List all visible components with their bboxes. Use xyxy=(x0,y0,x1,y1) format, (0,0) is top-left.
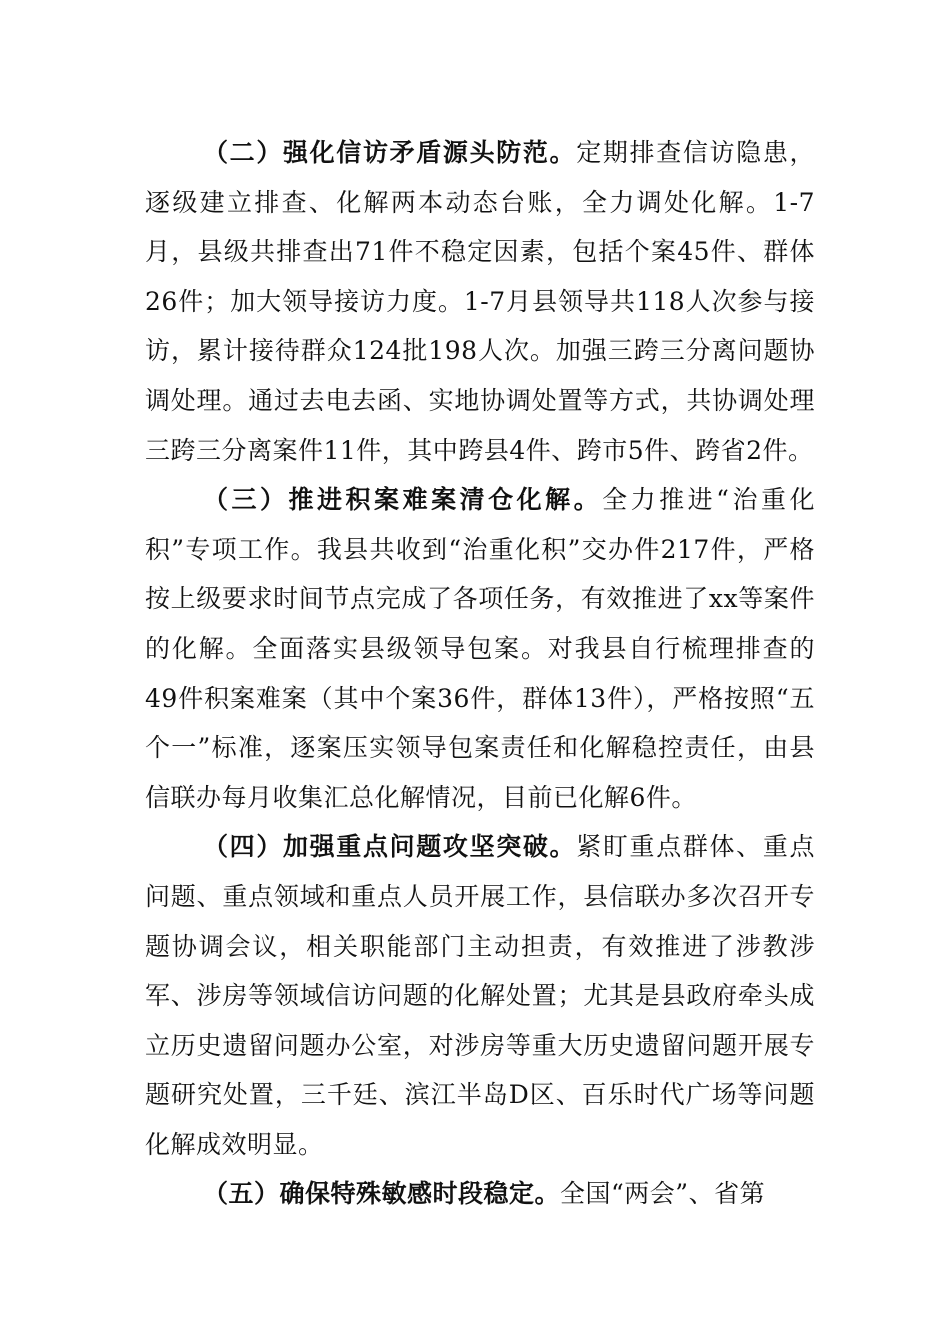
document-page xyxy=(145,128,815,1219)
paragraph-3 xyxy=(145,475,815,822)
paragraph-text: 全国“两会”、省第 xyxy=(560,1179,766,1209)
section-heading: （四）加强重点问题攻坚突破。 xyxy=(203,832,577,862)
section-heading: （二）强化信访矛盾源头防范。 xyxy=(203,138,577,167)
paragraph-2 xyxy=(145,128,815,475)
section-heading: （三）推进积案难案清仓化解。 xyxy=(203,485,603,515)
paragraph-text: 紧盯重点群体、重点问题、重点领域和重点人员开展工作，县信联办多次召开专题协调会议，相关职能部门主动担责，有效推进了涉教涉军、涉房等领域信访问题的化解处置；尤其是县政府牵头成立历史遗留问题办公室，对涉房等重大历史遗留问题开展专题研究处置，三千廷、滨江半岛D区、百乐时代广场等问题化解成效明显。 xyxy=(145,832,815,1159)
paragraph-text: 定期排查信访隐患，逐级建立排查、化解两本动态台账，全力调处化解。1-7月，县级共排查出71件不稳定因素，包括个案45件、群体26件；加大领导接访力度。1-7月县领导共118人次参与接访，累计接待群众124批198人次。加强三跨三分离问题协调处理。通过去电去函、实地协调处置等方式，共协调处理三跨三分离案件11件，其中跨县4件、跨市5件、跨省2件。 xyxy=(145,138,815,465)
paragraph-4 xyxy=(145,822,815,1169)
paragraph-5 xyxy=(145,1169,815,1219)
section-heading: （五）确保特殊敏感时段稳定。 xyxy=(203,1179,561,1209)
paragraph-text: 全力推进“治重化积”专项工作。我县共收到“治重化积”交办件217件，严格按上级要求时间节点完成了各项任务，有效推进了xx等案件的化解。全面落实县级领导包案。对我县自行梳理排查的49件积案难案（其中个案36件，群体13件），严格按照“五个一”标准，逐案压实领导包案责任和化解稳控责任，由县信联办每月收集汇总化解情况，目前已化解6件。 xyxy=(145,485,815,812)
